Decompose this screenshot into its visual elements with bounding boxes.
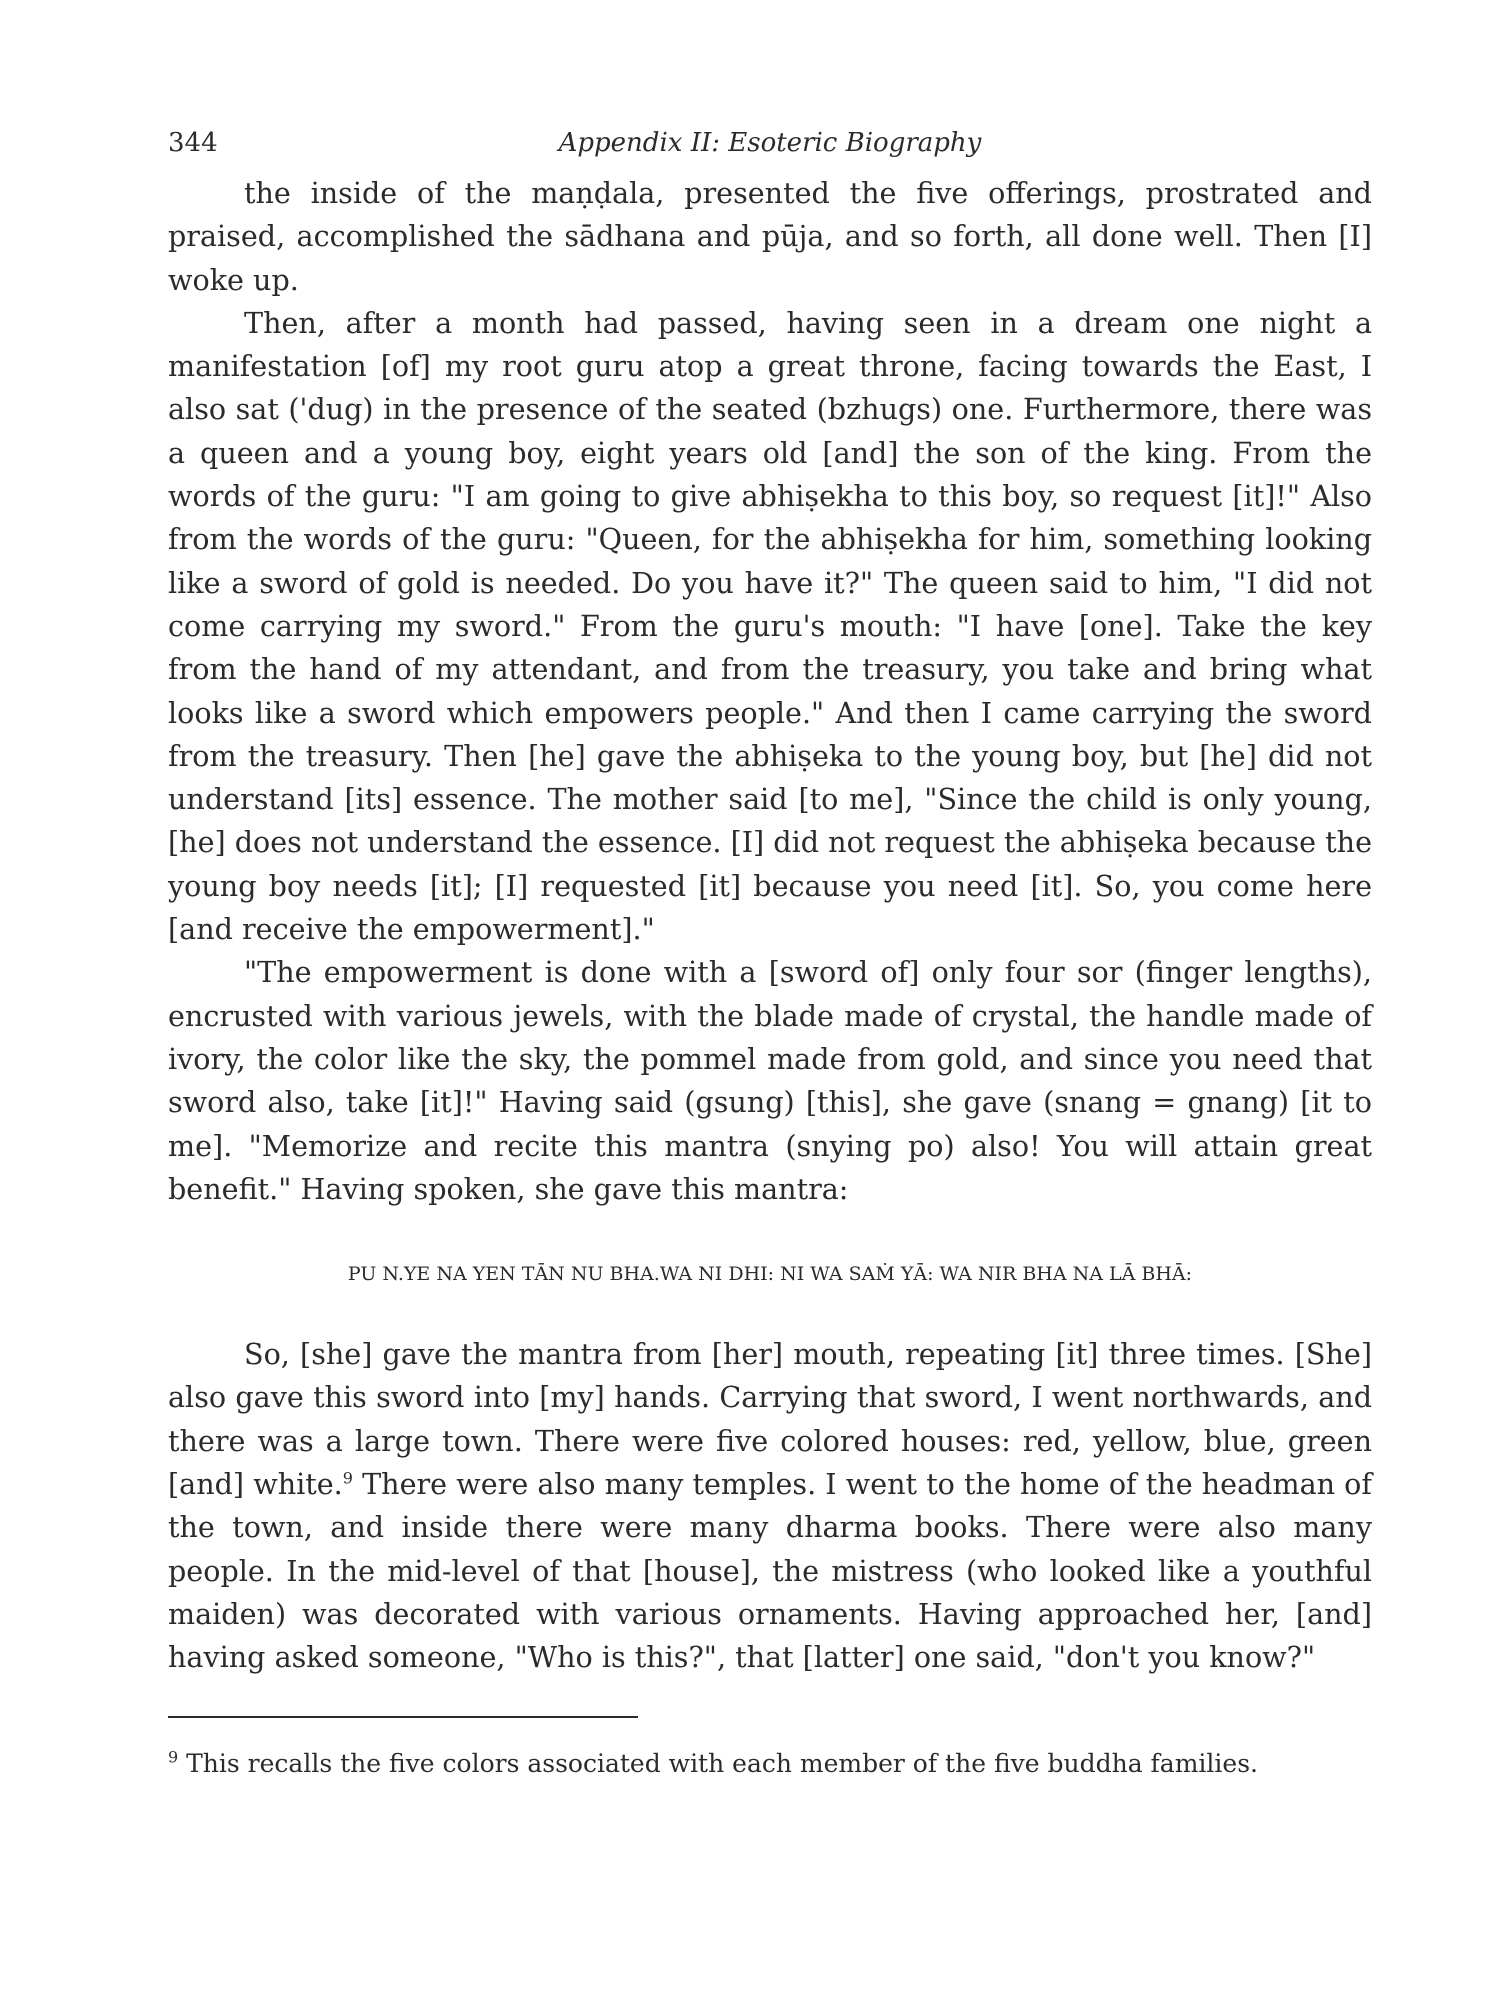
body-text-continued [168, 1333, 1372, 1679]
paragraph-town-text: So, [she] gave the mantra from [her] mouth, repeating [it] three times. [She] also gave this sword into [my] hands. Carrying that sword, I went northwards, and there was a large town. There were five colored houses: red, yellow, blue, green [and] white. [168, 1337, 1372, 1502]
mantra-line: PU N.YE NA YEN TĀN NU BHA.WA NI DHI: NI WA SAṀ YĀ: WA NIR BHA NA LĀ BHĀ: [347, 1263, 1193, 1286]
page-header [168, 128, 1372, 172]
paragraph-empowerment: "The empowerment is done with a [sword of] only four sor (finger lengths), encrusted with various jewels, with the blade made of crystal, the handle made of ivory, the color like the sky, the pommel made from gold, and since you need that sword also, take [it]!" Having said (gsung) [this], she gave (snang = gnang) [it to me]. "Memorize and recite this mantra (snying po) also! You will attain great benefit." Having spoken, she gave this mantra: [168, 955, 1372, 1206]
book-page [168, 128, 1372, 1784]
paragraph-dream: Then, after a month had passed, having seen in a dream one night a manifestation [of] my root guru atop a great throne, facing towards the East, I also sat ('dug) in the presence of the seated (bzhugs) one. Furthermore, there was a queen and a young boy, eight years old [and] the son of the king. From the words of the guru: "I am going to give abhiṣekha to this boy, so request [it]!" Also from the words of the guru: "Queen, for the abhiṣekha for him, something looking like a sword of gold is needed. Do you have it?" The queen said to him, "I did not come carrying my sword." From the guru's mouth: "I have [one]. Take the key from the hand of my attendant, and from the treasury, you take and bring what looks like a sword which empowers people." And then I came carrying the sword from the treasury. Then [he] gave the abhiṣeka to the young boy, but [he] did not understand [its] essence. The mother said [to me], "Since the child is only young, [he] does not understand the essence. [I] did not request the abhiṣeka because the young boy needs [it]; [I] requested [it] because you need [it]. So, you come here [and receive the empowerment]." [168, 305, 1372, 947]
paragraph-town [168, 1333, 1372, 1679]
page-number: 344 [168, 128, 218, 158]
footnote-divider [168, 1716, 638, 1718]
paragraph-continuation: the inside of the maṇḍala, presented the five offerings, prostrated and praised, accomplished the sādhana and pūja, and so forth, all done well. Then [I] woke up. [168, 176, 1372, 297]
footnote-marker: 9 [168, 1747, 179, 1767]
body-text [168, 172, 1372, 1211]
paragraph-town-text-continued: There were also many temples. I went to the home of the headman of the town, and inside there were many dharma books. There were also many people. In the mid-level of that [house], the mistress (who looked like a youthful maiden) was decorated with various ornaments. Having approached her, [and] having asked someone, "Who is this?", that [latter] one said, "don't you know?" [168, 1467, 1372, 1675]
footnote-reference[interactable]: 9 [342, 1468, 353, 1488]
footnote-text: This recalls the five colors associated with each member of the five buddha families. [178, 1748, 1258, 1778]
running-title: Appendix II: Esoteric Biography [558, 128, 982, 158]
footnote [168, 1744, 1372, 1784]
